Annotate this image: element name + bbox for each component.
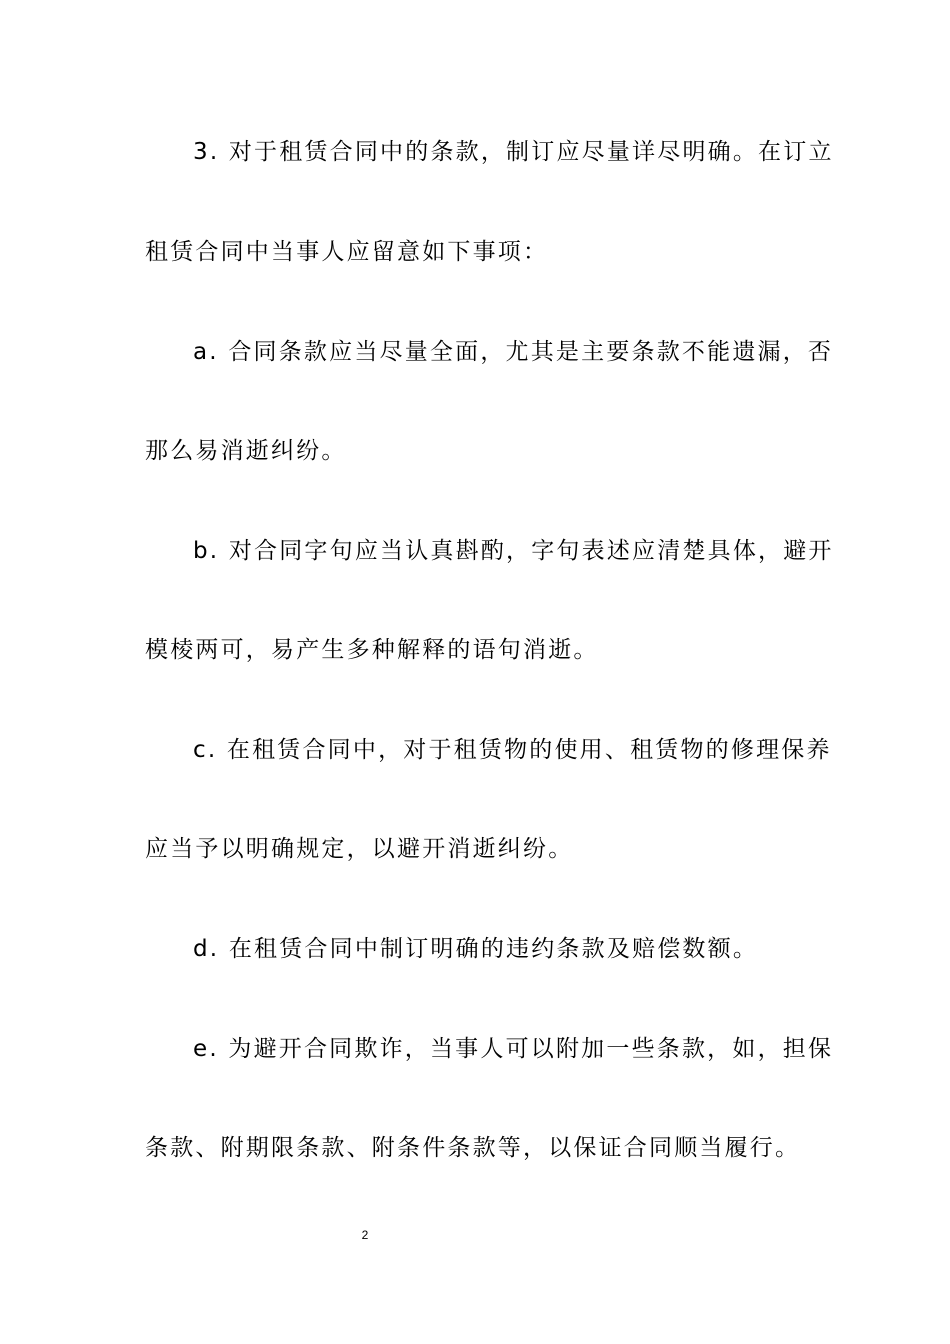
paragraph-3-line-2 [0, 630, 950, 670]
paragraph-text: 应当予以明确规定，以避开消逝纠纷。 [145, 836, 574, 862]
paragraph-2-line-2 [0, 431, 950, 471]
paragraph-6-line-2 [0, 1128, 950, 1168]
paragraph-2-line-1 [0, 332, 950, 372]
paragraph-6-line-1 [0, 1029, 950, 1069]
paragraph-text: b. 对合同字句应当认真斟酌，字句表述应清楚具体，避开 [193, 538, 834, 564]
paragraph-1-line-1 [0, 132, 950, 172]
paragraph-text: c. 在租赁合同中，对于租赁物的使用、租赁物的修理保养 [193, 737, 832, 763]
paragraph-4-line-1 [0, 730, 950, 770]
page-number: 2 [361, 1228, 369, 1242]
paragraph-1-line-2 [0, 232, 950, 272]
paragraph-text: a. 合同条款应当尽量全面，尤其是主要条款不能遗漏，否 [193, 339, 834, 365]
paragraph-text: 条款、附期限条款、附条件条款等，以保证合同顺当履行。 [145, 1135, 801, 1161]
paragraph-text: 3. 对于租赁合同中的条款，制订应尽量详尽明确。在订立 [193, 139, 834, 165]
paragraph-text: d. 在租赁合同中制订明确的违约条款及赔偿数额。 [193, 936, 759, 962]
paragraph-4-line-2 [0, 829, 950, 869]
paragraph-text: 模棱两可，易产生多种解释的语句消逝。 [145, 637, 599, 663]
paragraph-5-line-1 [0, 929, 950, 969]
paragraph-text: 那么易消逝纠纷。 [145, 438, 347, 464]
paragraph-text: 租赁合同中当事人应留意如下事项： [145, 239, 549, 265]
paragraph-text: e. 为避开合同欺诈，当事人可以附加一些条款，如，担保 [193, 1036, 834, 1062]
paragraph-3-line-1 [0, 531, 950, 571]
